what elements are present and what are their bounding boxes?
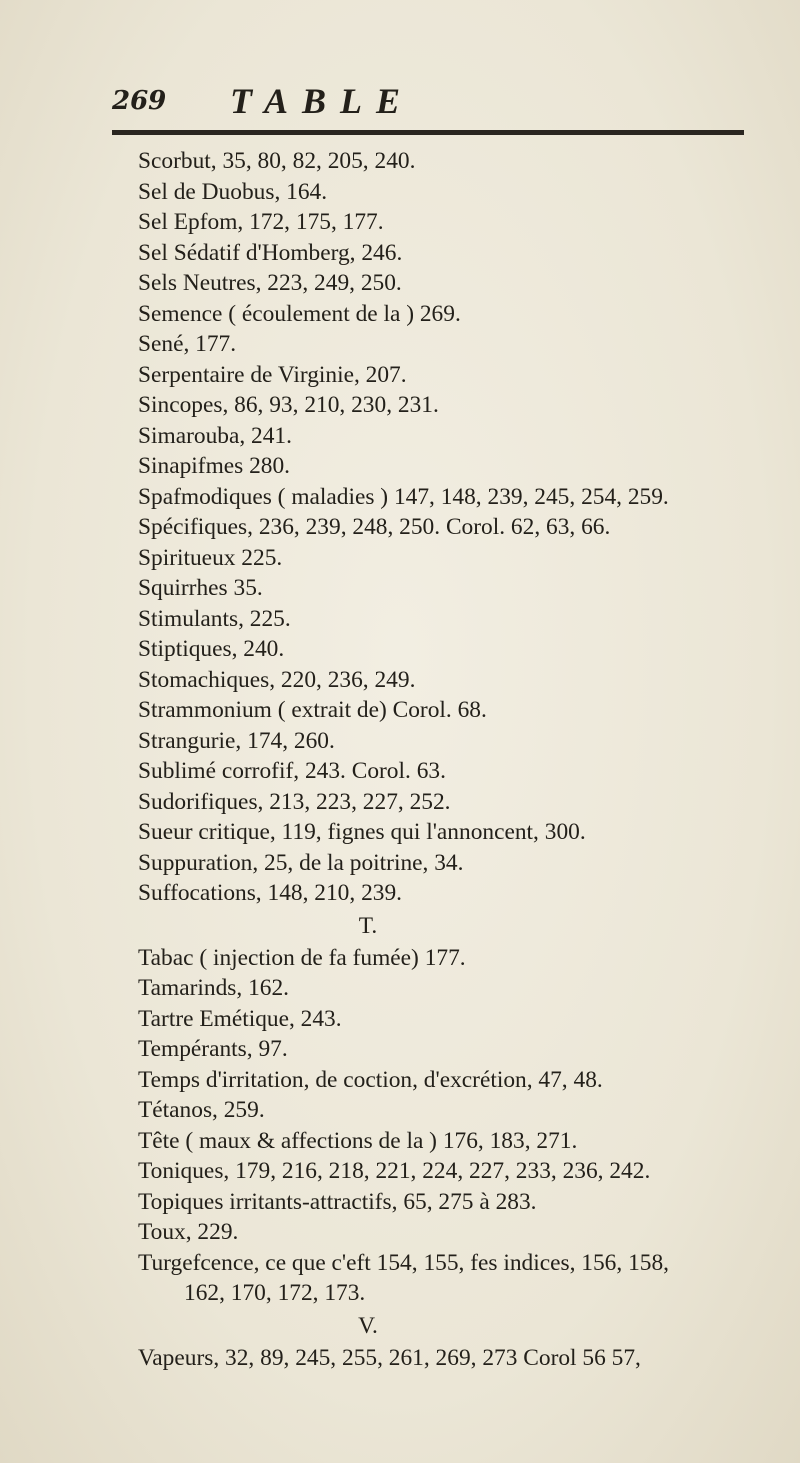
index-entry: Spécifiques, 236, 239, 248, 250. Corol. 62, 63, 66. <box>138 514 611 540</box>
running-title: TABLE <box>230 81 415 121</box>
index-entry: Sel de Duobus, 164. <box>138 178 328 205</box>
index-entry: Tabac ( injection de fa fumée) 177. <box>138 944 466 971</box>
index-entry: Squirrhes 35. <box>138 575 263 601</box>
index-entry: Simarouba, 241. <box>138 422 292 449</box>
index-entry: Sueur critique, 119, fignes qui l'annoncent, 300. <box>138 819 586 845</box>
index-entry: Strangurie, 174, 260. <box>138 727 335 754</box>
index-entry: Suffocations, 148, 210, 239. <box>138 880 403 906</box>
index-entry: Topiques irritants-attractifs, 65, 275 à 283. <box>138 1188 537 1215</box>
index-entry: Semence ( écoulement de la ) 269. <box>138 300 461 327</box>
section-letter: T. <box>358 912 378 939</box>
index-entry: Spiritueux 225. <box>138 544 283 571</box>
index-entry: Stimulants, 225. <box>138 605 291 632</box>
header-rule <box>112 130 744 135</box>
index-entry: Turgefcence, ce que c'eft 154, 155, fes indices, 156, 158, <box>138 1249 670 1276</box>
index-entry: Sel Epfom, 172, 175, 177. <box>138 209 384 235</box>
page-header <box>112 80 742 130</box>
index-entry: Temps d'irritation, de coction, d'excrétion, 47, 48. <box>138 1066 603 1093</box>
index-entry: Tempérants, 97. <box>138 1036 288 1062</box>
index-entry: Sené, 177. <box>138 331 237 357</box>
index-entry: Tétanos, 259. <box>138 1097 265 1123</box>
index-entry: Tête ( maux & affections de la ) 176, 183, 271. <box>138 1127 578 1154</box>
index-section-t <box>138 909 788 1309</box>
index-entry: Scorbut, 35, 80, 82, 205, 240. <box>138 148 416 174</box>
index-entry: Strammonium ( extrait de) Corol. 68. <box>138 697 487 723</box>
index-entry: Toux, 229. <box>138 1219 239 1245</box>
index-entry: Tartre Emétique, 243. <box>138 1005 342 1032</box>
index-section-s <box>138 146 788 909</box>
index-entry-continuation: 162, 170, 172, 173. <box>184 1280 366 1306</box>
page-number: 269 <box>112 86 167 116</box>
index-entry: Sels Neutres, 223, 249, 250. <box>138 270 402 296</box>
index-entry: Spafmodiques ( maladies ) 147, 148, 239, 245, 254, 259. <box>138 483 669 510</box>
index-entry: Sublimé corrofif, 243. Corol. 63. <box>138 758 446 784</box>
index-entry: Sinapifmes 280. <box>138 453 291 479</box>
index-entry: Stiptiques, 240. <box>138 636 285 662</box>
index-entry: Vapeurs, 32, 89, 245, 255, 261, 269, 273 Corol 56 57, <box>138 1344 641 1371</box>
index-list <box>138 146 788 1373</box>
index-entry: Sel Sédatif d'Homberg, 246. <box>138 239 403 266</box>
index-entry: Toniques, 179, 216, 218, 221, 224, 227, 233, 236, 242. <box>138 1158 651 1184</box>
index-entry: Sincopes, 86, 93, 210, 230, 231. <box>138 392 439 418</box>
section-letter: V. <box>358 1312 378 1339</box>
index-entry: Sudorifiques, 213, 223, 227, 252. <box>138 788 451 815</box>
index-entry: Serpentaire de Virginie, 207. <box>138 361 407 388</box>
index-entry: Tamarinds, 162. <box>138 975 290 1001</box>
index-entry: Suppuration, 25, de la poitrine, 34. <box>138 849 464 876</box>
index-section-v <box>138 1309 788 1374</box>
index-entry: Stomachiques, 220, 236, 249. <box>138 666 416 693</box>
